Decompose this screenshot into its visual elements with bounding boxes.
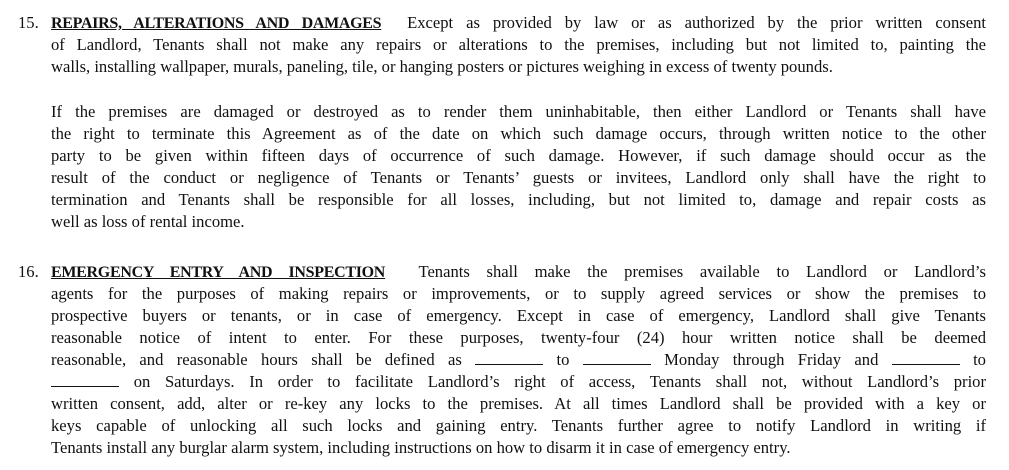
blank-saturday-start-field[interactable]: [892, 349, 960, 365]
section-16-line-7: written consent, add, alter or re-key any locks to the premises. At all times Landlord shall be provided with a key or: [51, 394, 986, 413]
section-16-line-6: [51, 371, 986, 393]
paragraph-text: to: [556, 350, 570, 369]
section-heading: EMERGENCY ENTRY AND INSPECTION: [51, 264, 386, 281]
section-15-p2-line-5: termination and Tenants shall be responsible for all losses, including, but not limited to, damage and repair costs as: [51, 190, 986, 209]
section-16-line-1: [51, 261, 986, 283]
section-15-line-1: [51, 12, 986, 34]
section-15-p2-line-2: the right to terminate this Agreement as of the date on which such damage occurs, through written notice to the other: [51, 124, 986, 143]
section-heading: REPAIRS, ALTERATIONS AND DAMAGES: [51, 15, 382, 32]
section-16-line-3: prospective buyers or tenants, or in case of emergency. Except in case of emergency, Landlord shall give Tenants: [51, 306, 986, 325]
section-16-line-5: [51, 349, 986, 371]
section-16-line-9: Tenants install any burglar alarm system, including instructions on how to disarm it in case of emergency entry.: [51, 438, 791, 457]
section-16-line-2: agents for the purposes of making repairs or improvements, or to supply agreed services or show the premises to: [51, 284, 986, 303]
section-15-line-3: walls, installing wallpaper, murals, paneling, tile, or hanging posters or pictures weighing in excess of twenty pounds.: [51, 57, 833, 76]
blank-weekday-start-field[interactable]: [475, 349, 543, 365]
paragraph-text: reasonable, and reasonable hours shall be defined as: [51, 350, 462, 369]
paragraph-text: on Saturdays. In order to facilitate Landlord’s right of access, Tenants shall not, without Landlord’s prior: [133, 372, 986, 391]
blank-saturday-end-field[interactable]: [51, 371, 119, 387]
section-number: 15.: [18, 13, 39, 32]
section-16-line-8: keys capable of unlocking all such locks and gaining entry. Tenants further agree to notify Landlord in writing if: [51, 416, 986, 435]
section-number: 16.: [18, 262, 39, 281]
section-16-line-4: reasonable notice of intent to enter. For these purposes, twenty-four (24) hour written notice shall be deemed: [51, 328, 986, 347]
section-15-line-2: of Landlord, Tenants shall not make any repairs or alterations to the premises, including but not limited to, painting the: [51, 35, 986, 54]
section-15-p2-line-3: party to be given within fifteen days of occurrence of such damage. However, if such damage should occur as the: [51, 146, 986, 165]
paragraph-text: Except as provided by law or as authorized by the prior written consent: [407, 13, 987, 32]
section-15-p2-line-1: If the premises are damaged or destroyed as to render them uninhabitable, then either Landlord or Tenants shall have: [51, 102, 986, 121]
blank-weekday-end-field[interactable]: [583, 349, 651, 365]
paragraph-text: Monday through Friday and: [664, 350, 879, 369]
paragraph-text: to: [973, 350, 986, 369]
section-15-p2-line-6: well as loss of rental income.: [51, 212, 245, 231]
section-15-p2-line-4: result of the conduct or negligence of Tenants or Tenants’ guests or invitees, Landlord only shall have the right to: [51, 168, 986, 187]
paragraph-text: Tenants shall make the premises available to Landlord or Landlord’s: [418, 262, 986, 281]
